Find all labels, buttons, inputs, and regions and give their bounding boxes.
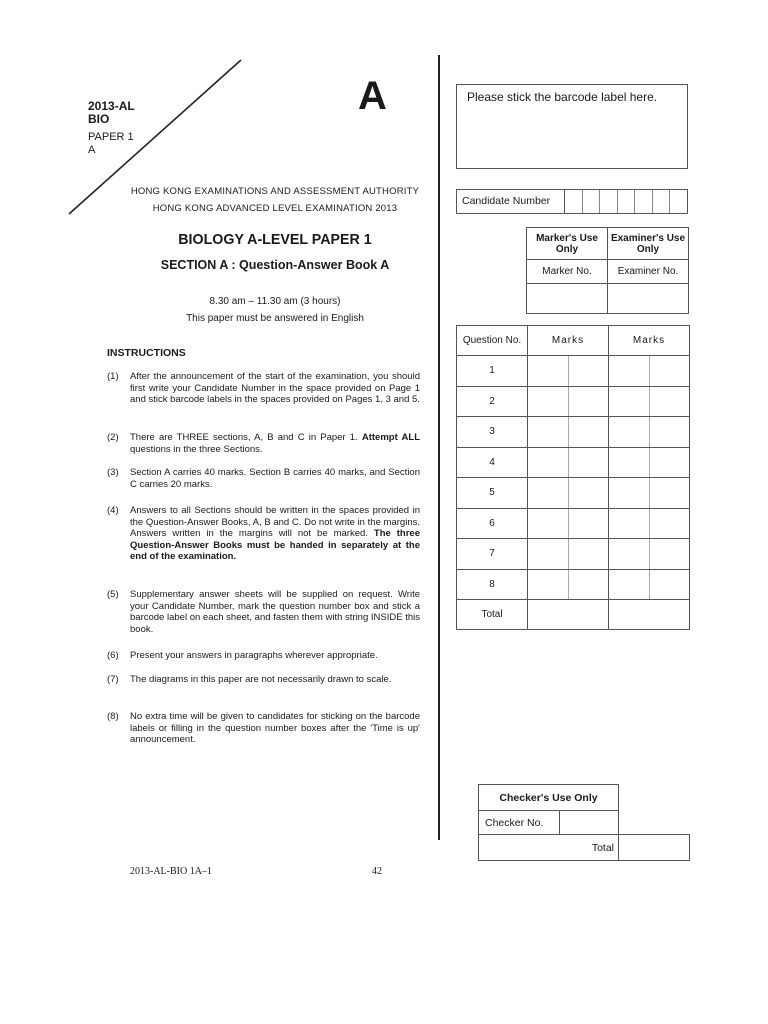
authority-block bbox=[110, 183, 440, 217]
marks-field[interactable] bbox=[609, 478, 690, 509]
marks-field[interactable] bbox=[609, 447, 690, 478]
examiner-no-field[interactable] bbox=[608, 284, 689, 314]
instruction-item: (1) After the announcement of the start of the examination, you should first write your Candidate Number in the space provided on Page 1 and stick barcode labels in the spaces provided on Pages 1, 3 and 5. bbox=[107, 371, 420, 405]
digit-box[interactable] bbox=[600, 190, 618, 213]
candidate-number-field[interactable] bbox=[456, 189, 688, 214]
marks-field[interactable] bbox=[528, 539, 609, 570]
exam-code bbox=[88, 100, 135, 126]
paper-code bbox=[88, 131, 134, 157]
digit-box[interactable] bbox=[635, 190, 653, 213]
total-marks-field[interactable] bbox=[609, 600, 690, 630]
marks-field[interactable] bbox=[609, 539, 690, 570]
marks-field[interactable] bbox=[609, 356, 690, 387]
marks-table bbox=[456, 325, 690, 630]
checker-no-label: Checker No. bbox=[479, 811, 560, 835]
checker-total-label: Total bbox=[479, 835, 619, 861]
table-row bbox=[457, 447, 690, 478]
instruction-item: (5) Supplementary answer sheets will be supplied on request. Write your Candidate Number, mark the question number box and stick a barcode label on each sheet, and fasten them with string INSIDE this book. bbox=[107, 589, 420, 635]
question-no-heading: Question No. bbox=[457, 326, 528, 356]
question-number: 1 bbox=[457, 356, 528, 387]
marks-field[interactable] bbox=[609, 569, 690, 600]
question-number: 5 bbox=[457, 478, 528, 509]
marks-field[interactable] bbox=[528, 447, 609, 478]
candidate-number-label: Candidate Number bbox=[457, 190, 565, 213]
question-number: 6 bbox=[457, 508, 528, 539]
time-block bbox=[110, 293, 440, 327]
question-number: 2 bbox=[457, 386, 528, 417]
marks-field[interactable] bbox=[528, 478, 609, 509]
authority-name: HONG KONG EXAMINATIONS AND ASSESSMENT AUTHORITY bbox=[130, 186, 420, 197]
digit-box[interactable] bbox=[670, 190, 687, 213]
total-marks-field[interactable] bbox=[528, 600, 609, 630]
instruction-item: (4) Answers to all Sections should be written in the spaces provided in the Question-Answer Books, A, B and C. Do not write in the margins. Answers written in the margins will not be marked. The three Question-Answer Books must be handed in separately at the end of the examination. bbox=[107, 505, 420, 562]
barcode-label: Please stick the barcode label here. bbox=[467, 90, 658, 104]
year-code: 2013-AL bbox=[88, 99, 135, 113]
table-row bbox=[457, 539, 690, 570]
question-number: 4 bbox=[457, 447, 528, 478]
table-row bbox=[457, 478, 690, 509]
examiner-use-heading: Examiner's Use Only bbox=[608, 228, 689, 260]
checker-total-field[interactable] bbox=[619, 835, 690, 861]
marks-field[interactable] bbox=[609, 417, 690, 448]
marks-heading: Marks bbox=[528, 326, 609, 356]
instruction-item: (2) There are THREE sections, A, B and C in Paper 1. Attempt ALL questions in the three Sections. bbox=[107, 432, 421, 455]
table-row bbox=[457, 386, 690, 417]
marks-heading: Marks bbox=[609, 326, 690, 356]
table-row bbox=[457, 417, 690, 448]
digit-box[interactable] bbox=[618, 190, 636, 213]
page-number: 42 bbox=[372, 866, 382, 877]
marks-field[interactable] bbox=[609, 386, 690, 417]
instruction-item: (7) The diagrams in this paper are not necessarily drawn to scale. bbox=[107, 674, 392, 685]
marks-field[interactable] bbox=[528, 356, 609, 387]
examiner-no-label: Examiner No. bbox=[608, 260, 689, 284]
section-letter: A bbox=[88, 144, 96, 156]
marks-field[interactable] bbox=[528, 386, 609, 417]
footer-code: 2013-AL-BIO 1A–1 bbox=[130, 866, 212, 877]
marker-no-label: Marker No. bbox=[527, 260, 608, 284]
question-number: 3 bbox=[457, 417, 528, 448]
marks-field[interactable] bbox=[528, 417, 609, 448]
digit-box[interactable] bbox=[583, 190, 601, 213]
subject-code: BIO bbox=[88, 112, 110, 126]
paper-title: BIOLOGY A-LEVEL PAPER 1 bbox=[178, 231, 372, 248]
marker-use-heading: Marker's Use Only bbox=[527, 228, 608, 260]
barcode-box[interactable] bbox=[456, 84, 688, 169]
paper-subtitle: SECTION A : Question-Answer Book A bbox=[160, 258, 390, 272]
paper-number: PAPER 1 bbox=[88, 131, 134, 143]
checker-table bbox=[478, 784, 690, 861]
checker-heading: Checker's Use Only bbox=[479, 785, 619, 811]
exam-name: HONG KONG ADVANCED LEVEL EXAMINATION 2013 bbox=[152, 203, 398, 214]
table-row bbox=[457, 356, 690, 387]
instruction-item: (3) Section A carries 40 marks. Section B carries 40 marks, and Section C carries 20 marks. bbox=[107, 467, 420, 490]
marker-examiner-table bbox=[526, 227, 689, 314]
question-number: 7 bbox=[457, 539, 528, 570]
marks-field[interactable] bbox=[528, 569, 609, 600]
exam-time: 8.30 am – 11.30 am (3 hours) bbox=[209, 296, 341, 307]
digit-box[interactable] bbox=[653, 190, 671, 213]
marker-no-field[interactable] bbox=[527, 284, 608, 314]
big-section-letter: A bbox=[358, 74, 387, 118]
instruction-item: (6) Present your answers in paragraphs wherever appropriate. bbox=[107, 650, 378, 661]
question-number: 8 bbox=[457, 569, 528, 600]
language-note: This paper must be answered in English bbox=[186, 313, 364, 324]
marks-field[interactable] bbox=[609, 508, 690, 539]
checker-no-field[interactable] bbox=[560, 811, 619, 835]
digit-box[interactable] bbox=[565, 190, 583, 213]
marks-field[interactable] bbox=[528, 508, 609, 539]
table-row bbox=[457, 508, 690, 539]
table-row bbox=[457, 569, 690, 600]
instructions-heading: INSTRUCTIONS bbox=[107, 347, 186, 359]
total-label: Total bbox=[457, 600, 528, 630]
instruction-item: (8) No extra time will be given to candidates for sticking on the barcode labels or filling in the question number boxes after the 'Time is up' announcement. bbox=[107, 711, 420, 745]
